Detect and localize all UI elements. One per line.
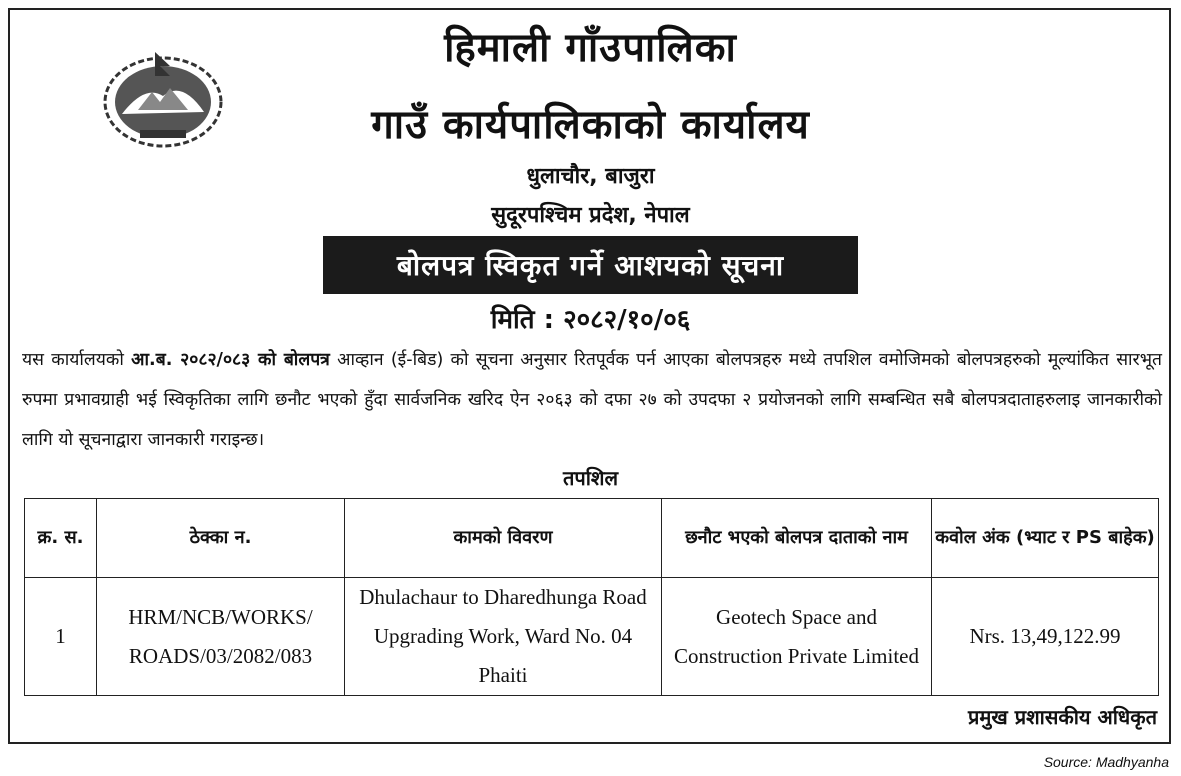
municipality-name: हिमाली गाँउपालिका (444, 25, 737, 71)
cell-bidder-name: Geotech Space and Construction Private Limited (662, 578, 932, 696)
column-header-contract-no: ठेक्का न. (97, 499, 345, 578)
notice-title-banner: बोलपत्र स्विकृत गर्ने आशयको सूचना (323, 236, 858, 294)
cell-contract-no: HRM/NCB/WORKS/ ROADS/03/2082/083 (97, 578, 345, 696)
body-text-part: यस कार्यालयको (22, 350, 132, 370)
body-text-part: आव्हान (ई-बिड) को सूचना अनुसार रितपूर्वक पर्न आएका बोलपत्रहरु मध्ये तपशिल वमोजिमको बोलपत्रहरुको मूल्यांकित सारभूत रुपमा प्रभावग्राही भई स्विकृतिका लागि छनौट भएको हुँदा सार्वजनिक खरिद ऐन २०६३ को दफा २७ को उपदफा २ प्रयोजनको लागि सम्बन्धित सबै बोलपत्रदाताहरुलाइ जानकारीको लागि यो सूचनाद्वारा जानकारी गराइन्छ। (22, 350, 1162, 450)
column-header-bid-amount: कवोल अंक (भ्याट र PS बाहेक) (932, 499, 1159, 578)
notice-date: मिति : २०८२/१०/०६ (490, 305, 691, 335)
schedule-heading: तपशिल (562, 466, 619, 490)
office-name: गाउँ कार्यपालिकाको कार्यालय (371, 102, 810, 148)
cell-serial: 1 (25, 578, 97, 696)
table-header-row (25, 499, 1159, 578)
column-header-serial: क्र. स. (25, 499, 97, 578)
cell-bid-amount: Nrs. 13,49,122.99 (932, 578, 1159, 696)
table-row (25, 578, 1159, 696)
body-text-bold: आ.ब. २०८२/०८३ को बोलपत्र (131, 350, 330, 370)
notice-body (22, 340, 1162, 460)
province-country: सुदूरपश्चिम प्रदेश, नेपाल (491, 203, 690, 228)
source-credit: Source: Madhyanha (1043, 754, 1169, 770)
column-header-bidder-name: छनौट भएको बोलपत्र दाताको नाम (662, 499, 932, 578)
bid-table (24, 498, 1159, 696)
signatory-title: प्रमुख प्रशासकीय अधिकृत (968, 705, 1157, 729)
column-header-work-description: कामको विवरण (345, 499, 662, 578)
office-location: धुलाचौर, बाजुरा (526, 164, 655, 189)
cell-work-description: Dhulachaur to Dharedhunga Road Upgrading Work, Ward No. 04 Phaiti (345, 578, 662, 696)
